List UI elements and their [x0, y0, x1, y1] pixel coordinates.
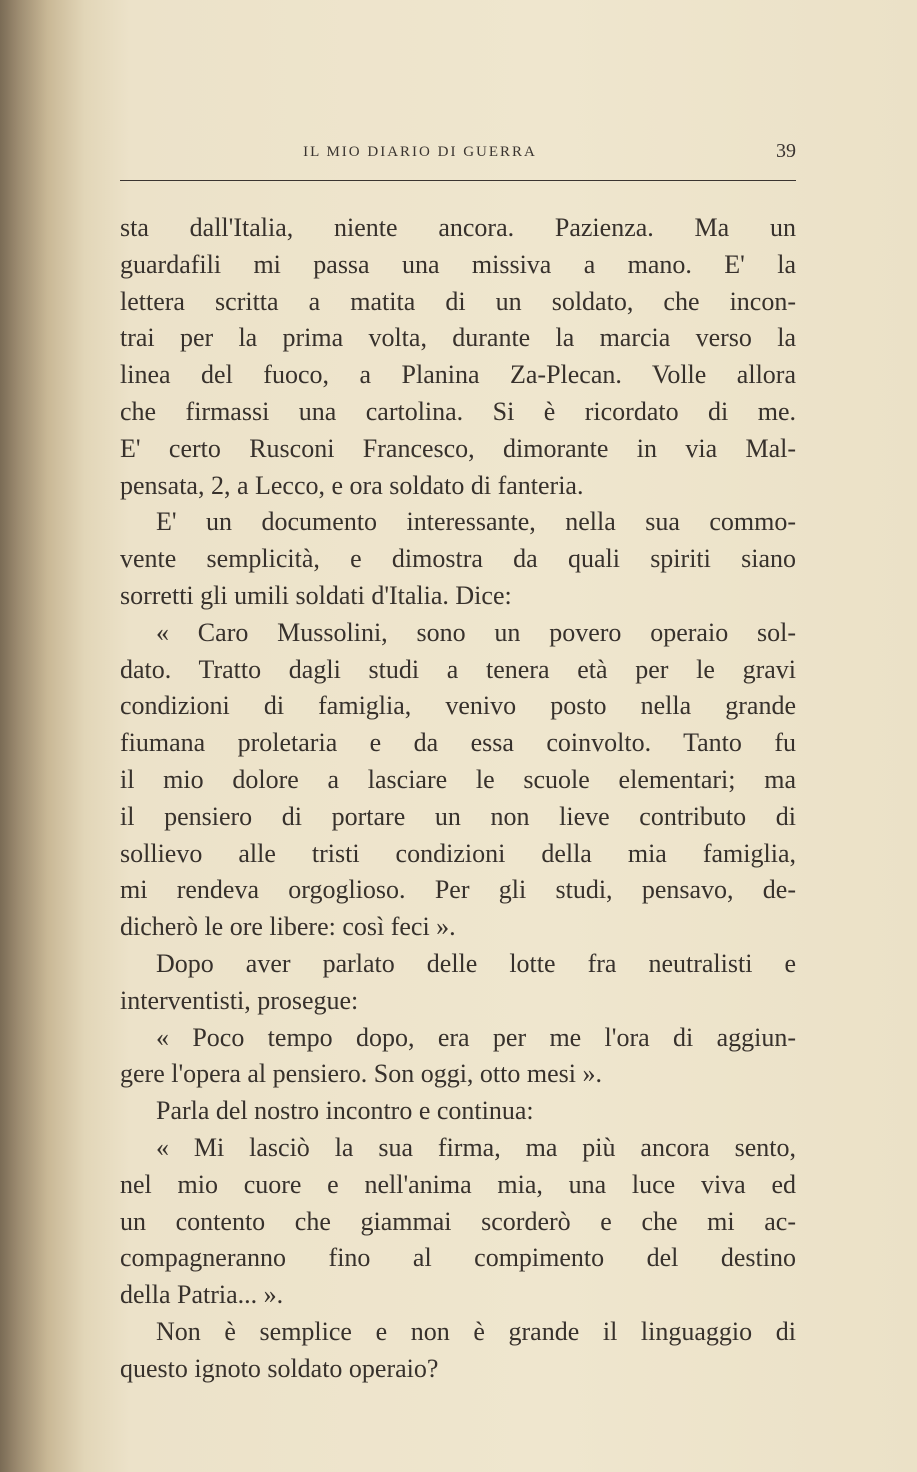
text-line: E' certo Rusconi Francesco, dimorante in via Mal- [120, 433, 796, 463]
text-line: dato. Tratto dagli studi a tenera età per le gravi [120, 654, 796, 684]
header-rule [120, 180, 796, 181]
text-line: Dopo aver parlato delle lotte fra neutralisti e [156, 948, 796, 978]
text-line: « Mi lasciò la sua firma, ma più ancora sento, [156, 1132, 796, 1162]
text-line: pensata, 2, a Lecco, e ora soldato di fanteria. [120, 470, 584, 500]
running-title: IL MIO DIARIO DI GUERRA [303, 144, 537, 160]
text-line: il pensiero di portare un non lieve contributo di [120, 801, 796, 831]
text-line: lettera scritta a matita di un soldato, che incon- [120, 286, 796, 316]
text-line: mi rendeva orgoglioso. Per gli studi, pensavo, de- [120, 875, 796, 905]
text-line: Parla del nostro incontro e continua: [156, 1096, 534, 1126]
text-line: « Caro Mussolini, sono un povero operaio sol- [156, 617, 796, 647]
text-line: un contento che giammai scorderò e che mi ac- [120, 1206, 796, 1236]
text-line: linea del fuoco, a Planina Za-Plecan. Volle allora [120, 360, 796, 390]
text-line: guardafili mi passa una missiva a mano. E' la [120, 249, 796, 279]
text-line: Non è semplice e non è grande il linguaggio di [156, 1316, 796, 1346]
text-line: interventisti, prosegue: [120, 985, 359, 1015]
text-line: sta dall'Italia, niente ancora. Pazienza. Ma un [120, 213, 796, 242]
text-line: fiumana proletaria e da essa coinvolto. Tanto fu [120, 728, 796, 758]
body-text [120, 210, 796, 1388]
running-header [120, 140, 796, 170]
page-number: 39 [776, 140, 796, 162]
text-line: trai per la prima volta, durante la marcia verso la [120, 323, 796, 353]
text-line: compagneranno fino al compimento del destino [120, 1243, 796, 1273]
text-line: il mio dolore a lasciare le scuole elementari; ma [120, 764, 796, 794]
text-line: che firmassi una cartolina. Si è ricordato di me. [120, 396, 796, 426]
text-line: gere l'opera al pensiero. Son oggi, otto mesi ». [120, 1059, 602, 1089]
text-line: sollievo alle tristi condizioni della mia famiglia, [120, 838, 796, 868]
text-line: condizioni di famiglia, venivo posto nella grande [120, 691, 796, 721]
text-line: della Patria... ». [120, 1280, 284, 1310]
text-line: dicherò le ore libere: così feci ». [120, 912, 456, 942]
text-line: questo ignoto soldato operaio? [120, 1353, 439, 1383]
text-line: sorretti gli umili soldati d'Italia. Dice: [120, 580, 512, 610]
text-line: nel mio cuore e nell'anima mia, una luce viva ed [120, 1169, 796, 1199]
text-line: vente semplicità, e dimostra da quali spiriti siano [120, 544, 796, 574]
text-line: E' un documento interessante, nella sua commo- [156, 507, 796, 537]
text-line: « Poco tempo dopo, era per me l'ora di aggiun- [156, 1022, 796, 1052]
